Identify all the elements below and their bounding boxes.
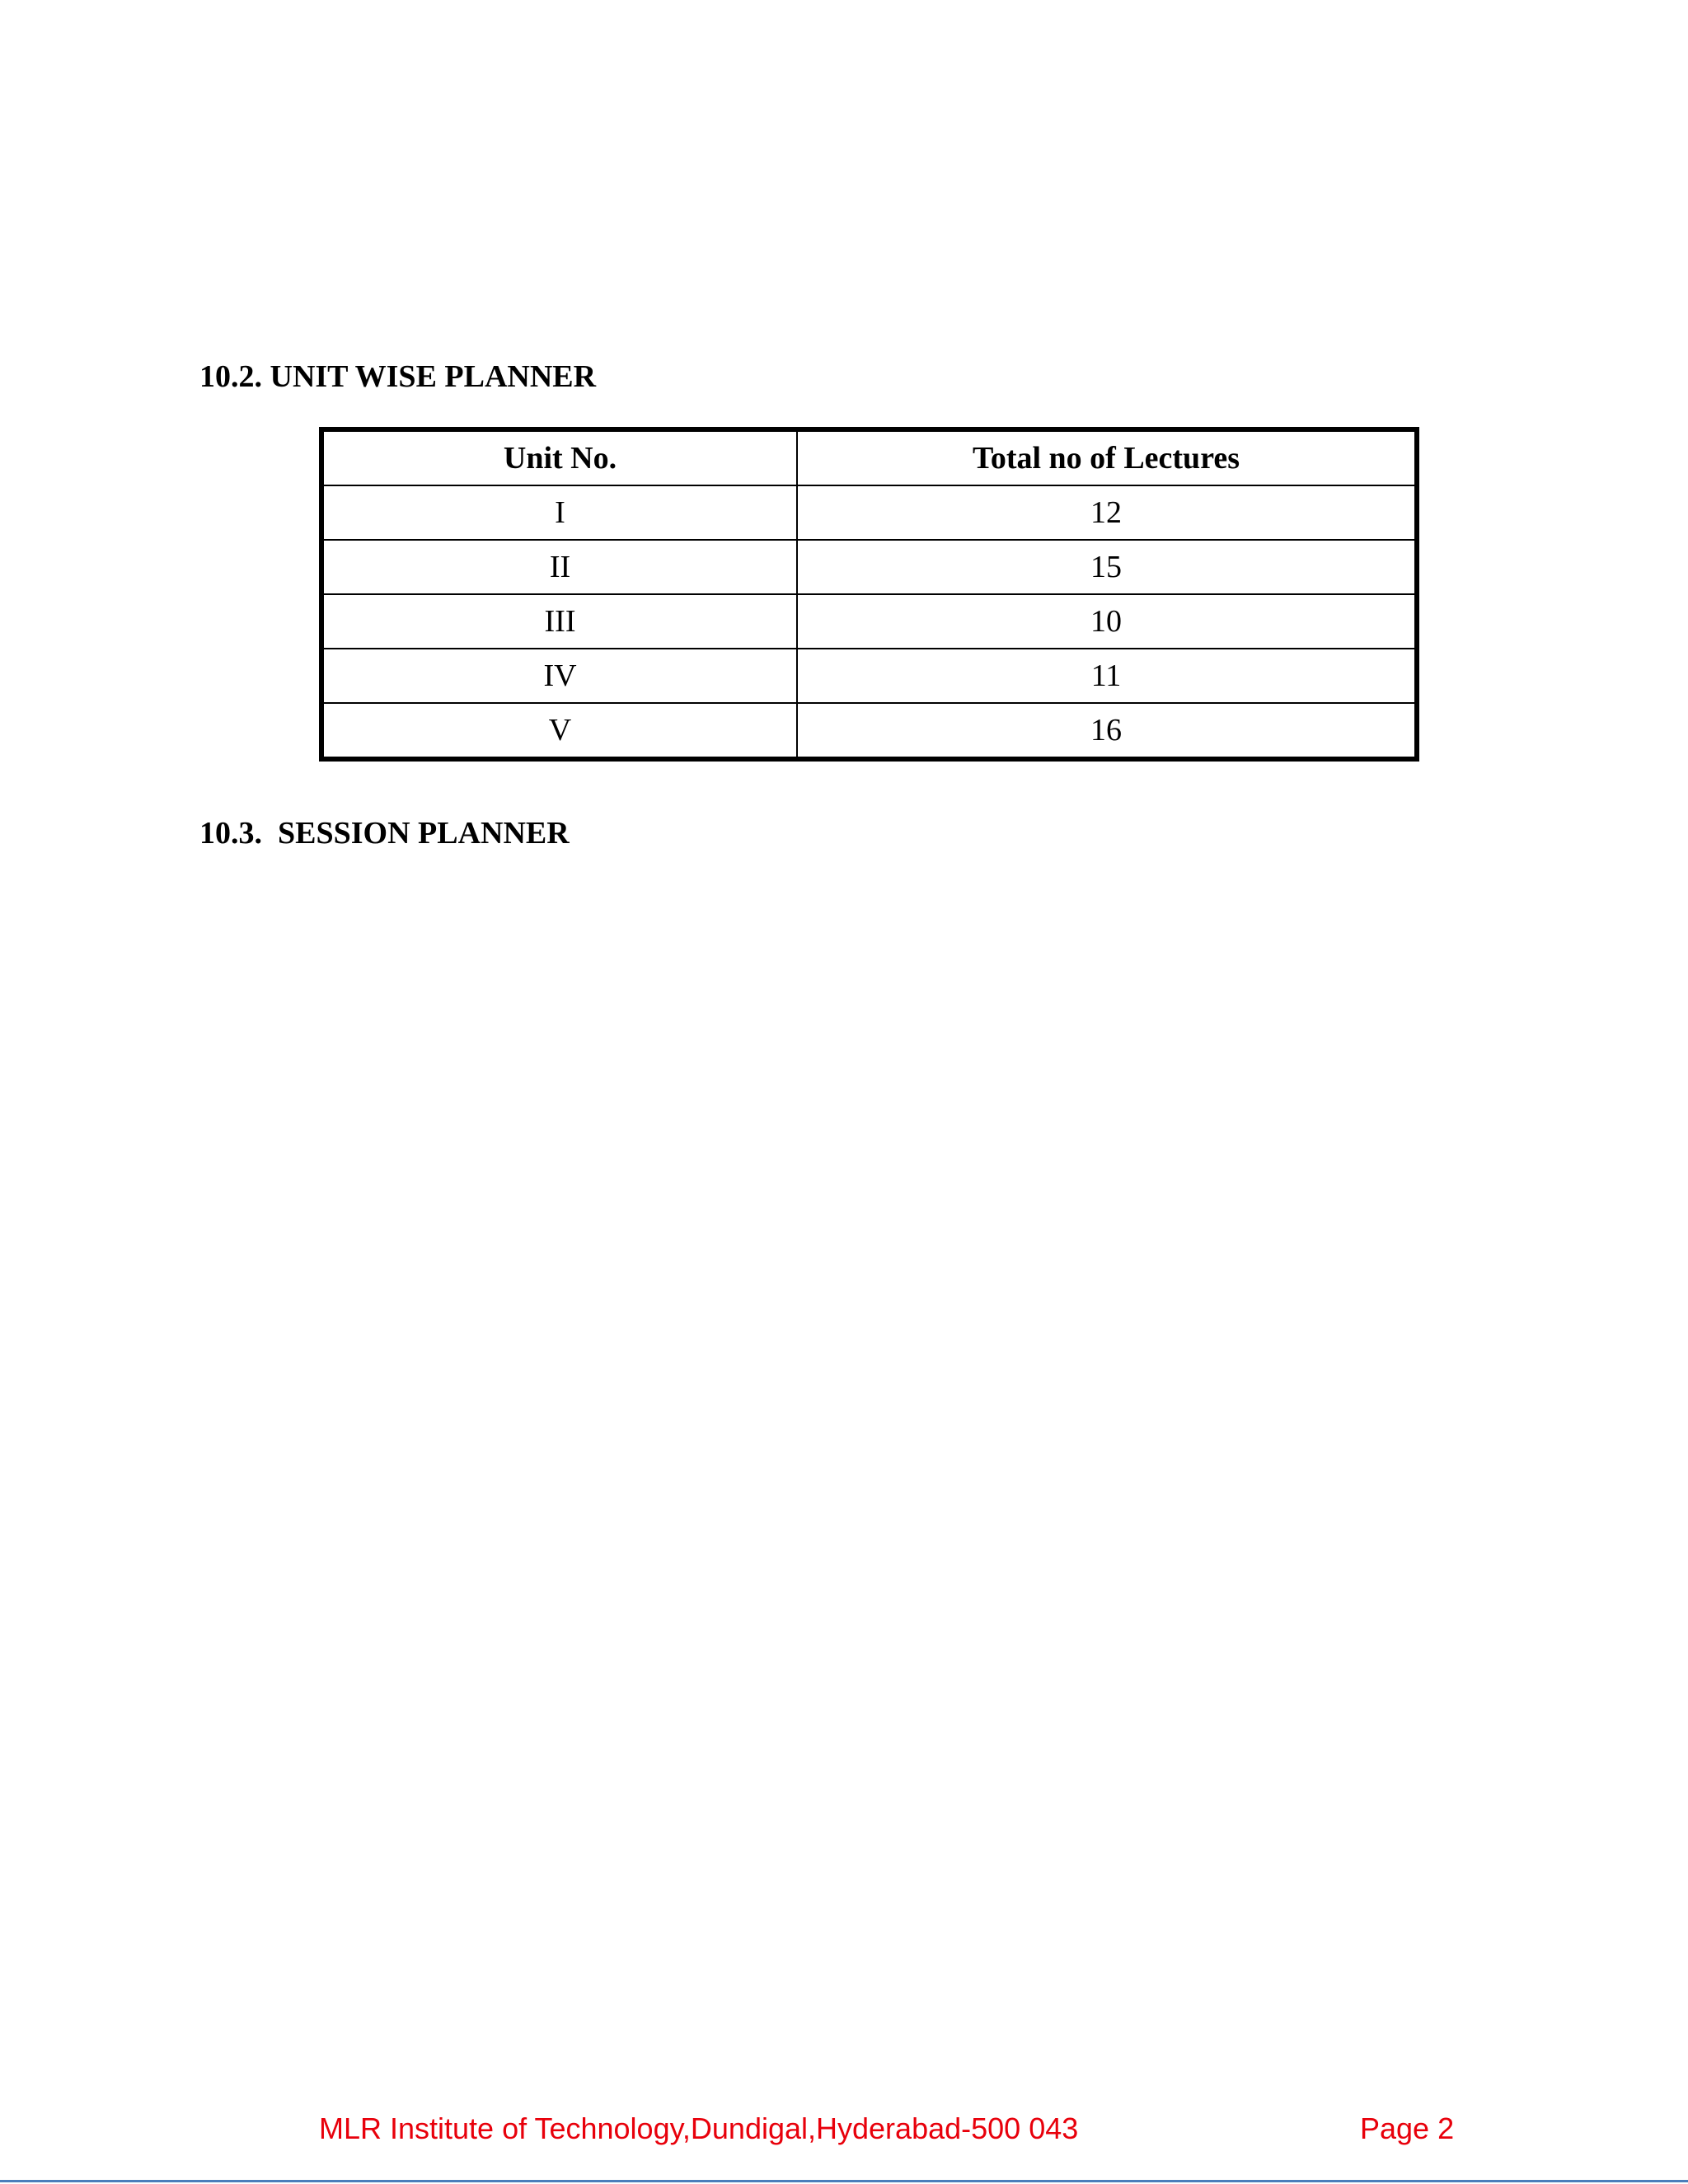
unit-no-cell: I — [321, 485, 797, 540]
unit-no-cell: III — [321, 594, 797, 649]
lecture-count-cell: 12 — [797, 485, 1417, 540]
table-row — [321, 485, 1417, 540]
unit-wise-planner-table — [319, 427, 1419, 762]
footer-divider-line — [0, 2180, 1688, 2182]
table-row — [321, 703, 1417, 759]
footer-page-number: Page 2 — [1360, 2111, 1455, 2145]
section-heading-session-planner: 10.3. SESSION PLANNER — [199, 816, 570, 851]
section-heading-unit-wise-planner: 10.2. UNIT WISE PLANNER — [199, 359, 597, 394]
unit-no-cell: IV — [321, 649, 797, 703]
unit-no-cell: II — [321, 540, 797, 594]
table-row — [321, 540, 1417, 594]
table-header-row — [321, 429, 1417, 485]
column-header-unit-no: Unit No. — [321, 429, 797, 485]
unit-no-cell: V — [321, 703, 797, 759]
lecture-count-cell: 15 — [797, 540, 1417, 594]
lecture-count-cell: 10 — [797, 594, 1417, 649]
table-row — [321, 649, 1417, 703]
footer-institute-name: MLR Institute of Technology,Dundigal,Hyderabad-500 043 — [319, 2111, 1079, 2145]
table-row — [321, 594, 1417, 649]
column-header-total-lectures: Total no of Lectures — [797, 429, 1417, 485]
lecture-count-cell: 16 — [797, 703, 1417, 759]
lecture-count-cell: 11 — [797, 649, 1417, 703]
